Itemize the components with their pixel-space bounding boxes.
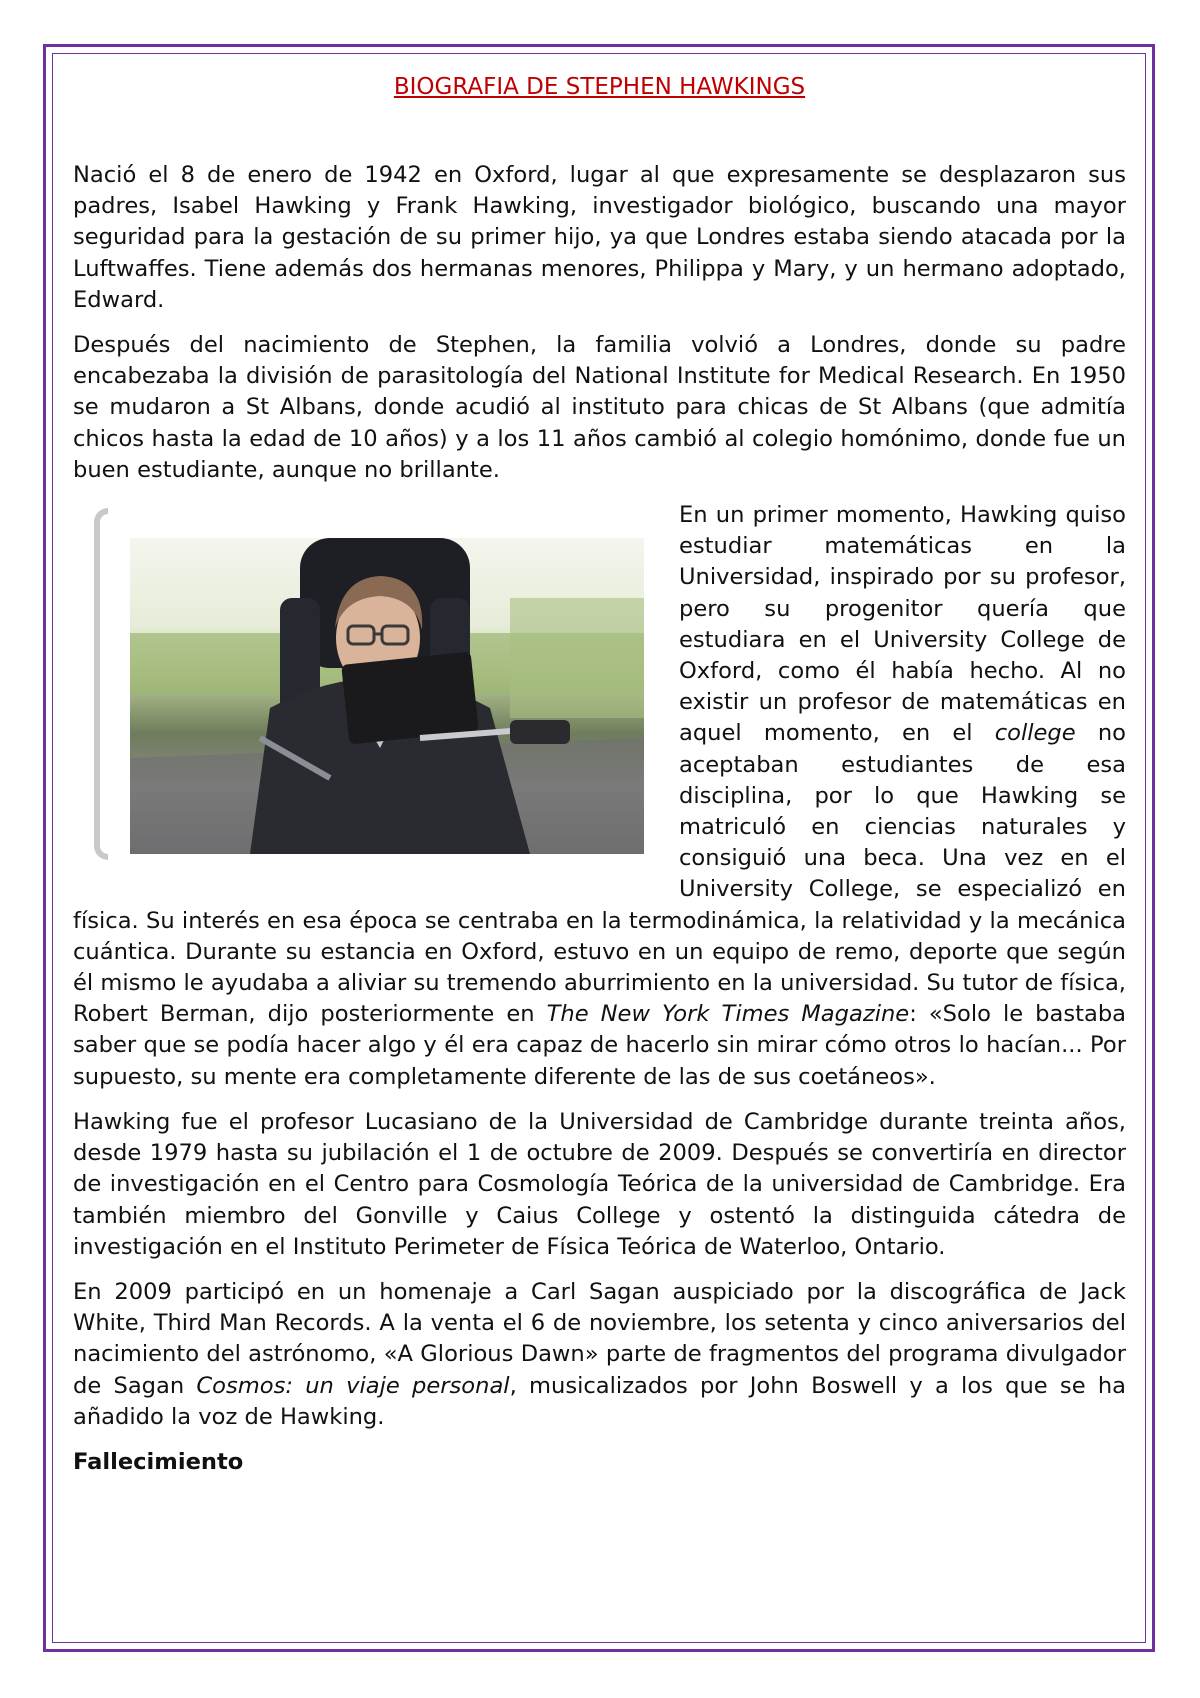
- paragraph-childhood: Después del nacimiento de Stephen, la familia volvió a Londres, donde su padre encabezaba la división de parasitología del National Institute for Medical Research. En 1950 se mudaron a St Albans, donde acudió al instituto para chicas de St Albans (que admitía chicos hasta la edad de 10 años) y a los 11 años cambió al colegio homónimo, donde fue un buen estudiante, aunque no brillante.: [73, 332, 1126, 483]
- paragraph-education: En un primer momento, Hawking quiso estudiar matemáticas en la Universidad, inspirado por su profesor, pero su progenitor quería que estudiara en el University College de Oxford, como él había hecho. Al no existir un profesor de matemáticas en aquel momento, en el college no aceptaban estudiantes de esa disciplina, por lo que Hawking se matriculó en ciencias naturales y consiguió una beca. Una vez en el University College, se especializó en física. Su interés en esa época se centraba en la termodinámica, la relatividad y la mecánica cuántica. Durante su estancia en Oxford, estuvo en un equipo de remo, deporte que según él mismo le ayudaba a aliviar su tremendo aburrimiento en la universidad. Su tutor de física, Robert Berman, dijo posteriormente en The New York Times Magazine: «Solo le bastaba saber que se podía hacer algo y él era capaz de hacerlo sin mirar cómo otros lo hacían... Por supuesto, su mente era completamente diferente de las de sus coetáneos».: [73, 502, 1127, 1090]
- paragraph-sagan-tribute: En 2009 participó en un homenaje a Carl Sagan auspiciado por la discográfica de Jack White, Third Man Records. A la venta el 6 de noviembre, los setenta y cinco aniversarios del nacimiento del astrónomo, «A Glorious Dawn» parte de fragmentos del programa divulgador de Sagan Cosmos: un viaje personal, musicalizados por John Boswell y a los que se ha añadido la voz de Hawking.: [73, 1278, 1127, 1430]
- paragraph-birth: Nació el 8 de enero de 1942 en Oxford, lugar al que expresamente se desplazaron sus padres, Isabel Hawking y Frank Hawking, investigador biológico, buscando una mayor seguridad para la gestación de su primer hijo, ya que Londres estaba siendo atacada por la Luftwaffes. Tiene además dos hermanas menores, Philippa y Mary, y un hermano adoptado, Edward.: [73, 162, 1126, 313]
- photo-bracket-decoration: [94, 508, 108, 860]
- hawking-photo-illustration: [130, 538, 644, 854]
- paragraph-career: Hawking fue el profesor Lucasiano de la Universidad de Cambridge durante treinta años, desde 1979 hasta su jubilación el 1 de octubre de 2009. Después se convertiría en director de investigación en el Centro para Cosmología Teórica de la universidad de Cambridge. Era también miembro del Gonville y Caius College y ostentó la distinguida cátedra de investigación en el Instituto Perimeter de Física Teórica de Waterloo, Ontario.: [73, 1108, 1126, 1260]
- document-body: [73, 60, 1126, 1492]
- photo-figure: [73, 500, 679, 872]
- magazine-title: The New York Times Magazine: [546, 1001, 910, 1028]
- hawking-photo: [130, 538, 644, 854]
- cosmos-title: Cosmos: un viaje personal: [196, 1372, 510, 1399]
- document-title: BIOGRAFIA DE STEPHEN HAWKINGS: [393, 74, 806, 100]
- college-term: college: [994, 720, 1076, 747]
- section-heading-fallecimiento: Fallecimiento: [73, 1448, 244, 1475]
